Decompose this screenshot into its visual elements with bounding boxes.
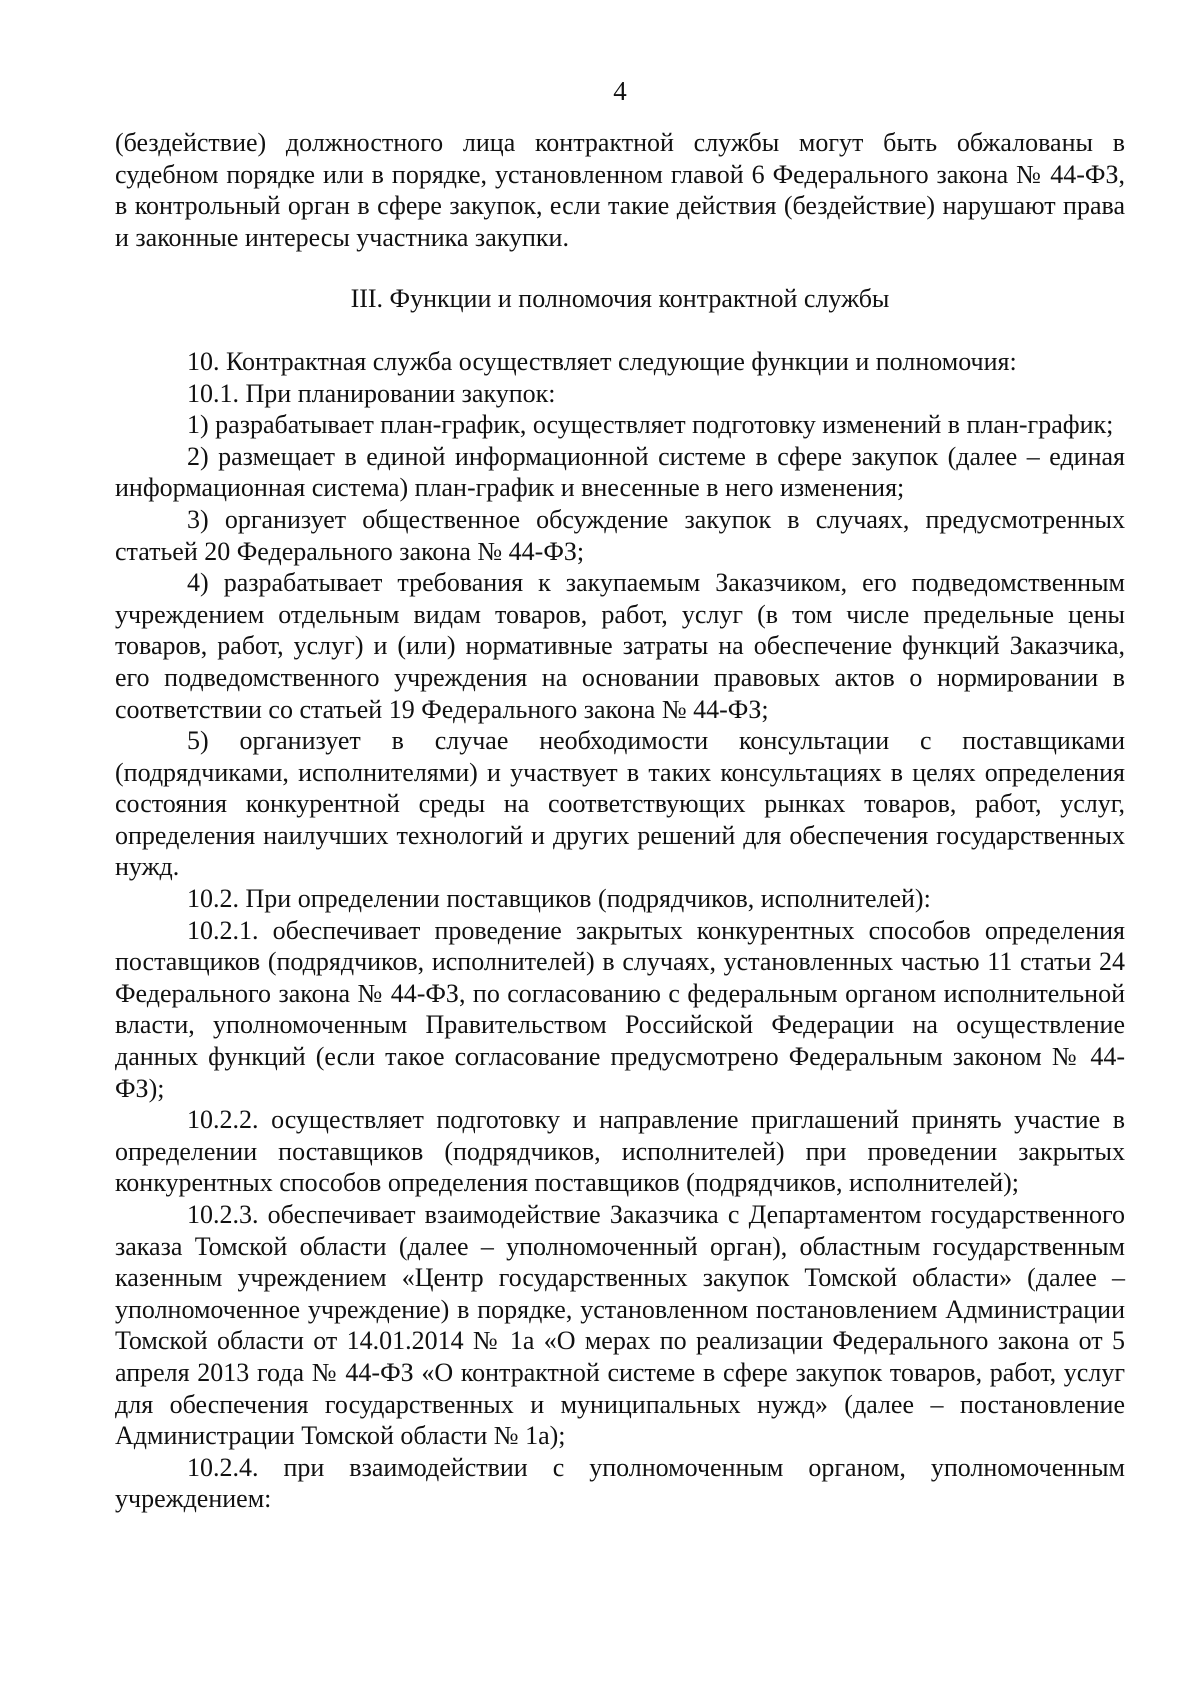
paragraph-10-1: 10.1. При планировании закупок: [187,378,556,408]
paragraph-10-2-4: 10.2.4. при взаимодействии с уполномоченным органом, уполномоченным учреждением: [115,1452,1125,1514]
paragraph-10: 10. Контрактная служба осуществляет следующие функции и полномочия: [187,346,1017,376]
list-item-10-1-4: 4) разрабатывает требования к закупаемым Заказчиком, его подведомственным учреждением отдельным видам товаров, работ, услуг (в том числе предельные цены товаров, работ, услуг) и (или) нормативные затраты на обеспечение функций Заказчика, его подведомственного учреждения на основании правовых актов о нормировании в соответствии со статьей 19 Федерального закона № 44-ФЗ; [115,568,1125,724]
list-item-10-1-5: 5) организует в случае необходимости консультации с поставщиками (подрядчиками, исполнителями) и участвует в таких консультациях в целях определения состояния конкурентной среды на соответствующих рынках товаров, работ, услуг, определения наилучших технологий и других решений для обеспечения государственных нужд. [115,726,1125,882]
paragraph-10-2-2: 10.2.2. осуществляет подготовку и направление приглашений принять участие в определении поставщиков (подрядчиков, исполнителей) при проведении закрытых конкурентных способов определения поставщиков (подрядчиков, исполнителей); [115,1105,1125,1198]
paragraph-intro: (бездействие) должностного лица контрактной службы могут быть обжалованы в судебном порядке или в порядке, установленном главой 6 Федерального закона № 44-ФЗ, в контрольный орган в сфере закупок, если такие действия (бездействие) нарушают права и законные интересы участника закупки. [115,128,1125,252]
paragraph-10-2: 10.2. При определении поставщиков (подрядчиков, исполнителей): [187,884,931,914]
section-heading: III. Функции и полномочия контрактной службы [350,284,890,314]
page-number: 4 [613,76,627,106]
list-item-10-1-2: 2) размещает в единой информационной системе в сфере закупок (далее – единая информационная система) план-график и внесенные в него изменения; [115,441,1125,503]
paragraph-10-2-3: 10.2.3. обеспечивает взаимодействие Заказчика с Департаментом государственного заказа Томской области (далее – уполномоченный орган), областным государственным казенным учреждением «Центр государственных закупок Томской области» (далее – уполномоченное учреждение) в порядке, установленном постановлением Администрации Томской области от 14.01.2014 № 1а «О мерах по реализации Федерального закона от 5 апреля 2013 года № 44-ФЗ «О контрактной системе в сфере закупок товаров, работ, услуг для обеспечения государственных и муниципальных нужд» (далее – постановление Администрации Томской области № 1а); [115,1200,1125,1451]
document-body [115,127,1125,1515]
list-item-10-1-1: 1) разрабатывает план-график, осуществляет подготовку изменений в план-график; [187,410,1114,440]
paragraph-10-2-1: 10.2.1. обеспечивает проведение закрытых конкурентных способов определения поставщиков (подрядчиков, исполнителей) в случаях, установленных частью 11 статьи 24 Федерального закона № 44-ФЗ, по согласованию с федеральным органом исполнительной власти, уполномоченным Правительством Российской Федерации на осуществление данных функций (если такое согласование предусмотрено Федеральным законом № 44-ФЗ); [115,915,1125,1103]
list-item-10-1-3: 3) организует общественное обсуждение закупок в случаях, предусмотренных статьей 20 Федерального закона № 44-ФЗ; [115,504,1125,566]
